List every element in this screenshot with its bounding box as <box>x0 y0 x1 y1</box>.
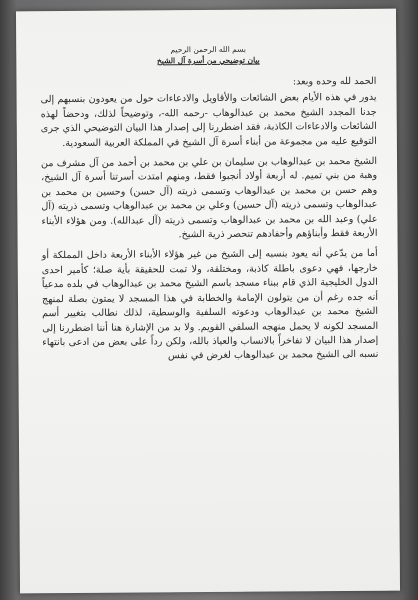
paragraph-lineage: الشيخ محمد بن عبدالوهاب بن سليمان بن علي بن محمد بن أحمد من آل مشرف من وهبة من بني تميم. له أربعة أولاد أنجبوا فقط، ومنهم امتدت أسرتنا أسرة آل الشيخ، وهم حسن بن محمد بن عبدالوهاب وتسمى ذريته (آل حسن) وحسين بن محمد بن عبدالوهاب وتسمى ذريته (آل حسين) وعلي بن محمد بن عبدالوهاب وتسمى ذريته (آل علي) وعبد الله بن محمد بن عبدالوهاب وتسمى ذريته (آل عبدالله). ومن هؤلاء الأبناء الأربعة فقط وأبناؤهم وأحفادهم تنحصر ذرية الشيخ. <box>40 155 378 241</box>
document-title: بيان توضيحي من أسرة آل الشيخ <box>156 55 260 66</box>
basmala-heading: بسم الله الرحمن الرحيم <box>170 44 246 55</box>
paragraph-intro: يدور في هذه الأيام بعض الشائعات والأقاويل والادعاءات حول من يعودون بنسبهم إلى جدنا المجدد الشيخ محمد بن عبدالوهاب -رحمه الله-، وتوضيحاً لذلك، ودحضاً لهذه الشائعات والادعاءات الكاذبة، فقد اضطررنا إلى إصدار هذا البيان التوضيحي الذي جرى التوقيع عليه من مجموعة من أبناء أسرة آل الشيخ في المملكة العربية السعودية. <box>40 92 377 149</box>
greeting-line: الحمد لله وحده وبعد: <box>292 75 377 88</box>
paper-sheet <box>16 9 400 594</box>
paragraph-claims: أما من يدّعي أنه يعود بنسبه إلى الشيخ من غير هؤلاء الأبناء الأربعة داخل المملكة أو خارجها، فهي دعوى باطلة كاذبة، ومختلقة، ولا تمت للحقيقة بأية صلة؛ كأمير احدى الدول الخليجية الذي قام ببناء مسجد باسم الشيخ محمد بن عبدالوهاب في بلده مدعياً أنه جده رغم أن من يتولون الإمامة والخطابة في هذا المسجد لا يمتون بصلة لمنهج الشيخ محمد بن عبدالوهاب ودعوته السلفية والوسطية، لذلك نطالب بتغيير أسم المسجد لكونه لا يحمل منهجه السلفي القويم. ولا بد من الإشارة هنا أننا اضطررنا إلى إصدار هذا البيان لا تفاخراً بالانساب والعياذ بالله، ولكن رداً على بعض من ادعى بانتهاء نسبه الى الشيخ محمد بن عبدالوهاب لغرض في نفس <box>41 248 379 362</box>
document-body <box>40 43 378 371</box>
